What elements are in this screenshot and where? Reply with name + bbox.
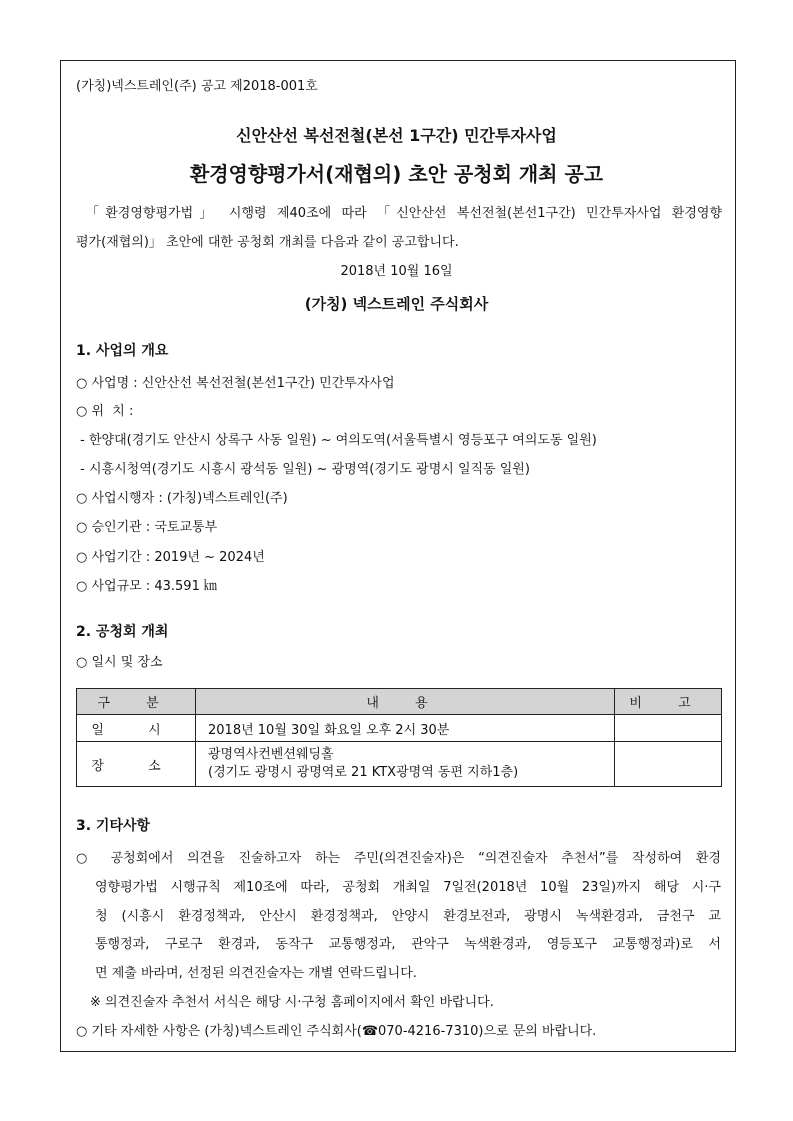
form-note: ※ 의견진술자 추천서 서식은 해당 시·구청 홈페이지에서 확인 바랍니다. — [90, 995, 494, 1010]
header-content: 내 용 — [196, 689, 615, 715]
header-category: 구 분 — [77, 689, 196, 715]
overview-item: ○ 사업규모 : 43.591 ㎞ — [76, 579, 217, 594]
table-row — [77, 742, 722, 787]
notice-number: (가칭)넥스트레인(주) 공고 제2018-001호 — [76, 79, 318, 94]
misc-paragraph-line: 면 제출 바라며, 선정된 의견진술자는 개별 연락드립니다. — [95, 966, 417, 981]
overview-item: - 한양대(경기도 안산시 상록구 사동 일원) ~ 여의도역(서울특별시 영등포구 여의도동 일원) — [76, 433, 597, 448]
overview-item: ○ 사업명 : 신안산선 복선전철(본선1구간) 민간투자사업 — [76, 376, 395, 391]
misc-paragraph-line: 청 (시흥시 환경정책과, 안산시 환경정책과, 안양시 환경보전과, 광명시 녹색환경과, 금천구 교 — [95, 909, 721, 924]
overview-item: ○ 사업기간 : 2019년 ~ 2024년 — [76, 550, 265, 565]
row-category: 장 소 — [77, 742, 196, 787]
page-title: 환경영향평가서(재협의) 초안 공청회 개최 공고 — [189, 162, 604, 186]
overview-item: ○ 사업시행자 : (가칭)넥스트레인(주) — [76, 491, 288, 506]
misc-paragraph-line: ○ 공청회에서 의견을 진술하고자 하는 주민(의견진술자)은 “의견진술자 추천서”를 작성하여 환경 — [76, 851, 721, 866]
misc-paragraph-line: 영향평가법 시행규칙 제10조에 따라, 공청회 개최일 7일전(2018년 10월 23일)까지 해당 시·구 — [95, 880, 721, 895]
company-name: (가칭) 넥스트레인 주식회사 — [304, 295, 489, 313]
table-header-row — [77, 689, 722, 715]
table-row — [77, 715, 722, 742]
row-note — [615, 742, 722, 787]
intro-line-1: 「환경영향평가법」 시행령 제40조에 따라 「신안산선 복선전철(본선1구간) 민간투자사업 환경영향 — [86, 206, 722, 221]
hearing-schedule-table — [76, 688, 722, 787]
hearing-item: ○ 일시 및 장소 — [76, 655, 163, 670]
misc-paragraph-line: 통행정과, 구로구 환경과, 동작구 교통행정과, 관악구 녹색환경과, 영등포구 교통행정과)로 서 — [95, 937, 721, 952]
row-category: 일 시 — [77, 715, 196, 742]
row-content — [196, 742, 615, 787]
project-subtitle: 신안산선 복선전철(본선 1구간) 민간투자사업 — [236, 126, 557, 145]
venue-name: 광명역사컨벤션웨딩홀 — [208, 747, 334, 762]
section1-heading: 1. 사업의 개요 — [76, 343, 169, 359]
notice-date: 2018년 10월 16일 — [340, 264, 453, 279]
contact-line: ○ 기타 자세한 사항은 (가칭)넥스트레인 주식회사(☎070-4216-7310)으로 문의 바랍니다. — [76, 1024, 597, 1039]
overview-item: ○ 위 치 : — [76, 404, 134, 419]
row-content: 2018년 10월 30일 화요일 오후 2시 30분 — [196, 715, 615, 742]
intro-line-2: 평가(재협의)」 초안에 대한 공청회 개최를 다음과 같이 공고합니다. — [76, 235, 459, 250]
row-note — [615, 715, 722, 742]
header-note: 비 고 — [615, 689, 722, 715]
overview-item: ○ 승인기관 : 국토교통부 — [76, 520, 218, 535]
section2-heading: 2. 공청회 개최 — [76, 624, 169, 640]
venue-address: (경기도 광명시 광명역로 21 KTX광명역 동편 지하1층) — [208, 765, 519, 780]
overview-item: - 시흥시청역(경기도 시흥시 광석동 일원) ~ 광명역(경기도 광명시 일직동 일원) — [76, 462, 530, 477]
section3-heading: 3. 기타사항 — [76, 818, 151, 834]
